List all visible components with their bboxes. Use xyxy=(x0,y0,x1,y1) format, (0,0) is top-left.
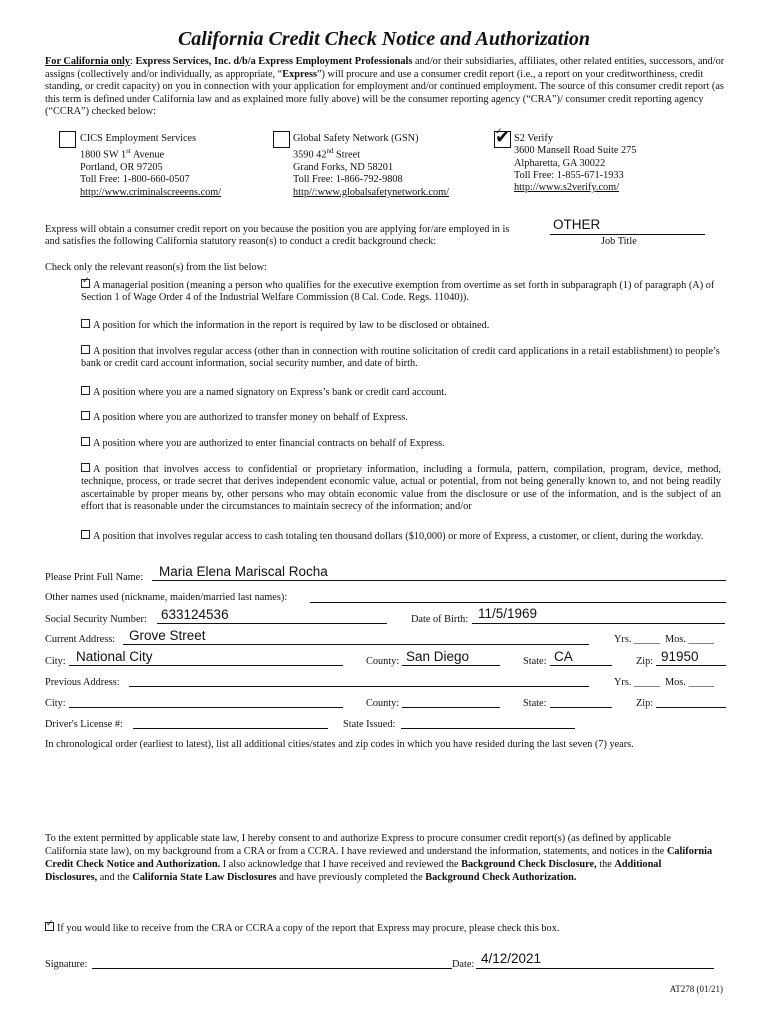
state-issued-field[interactable] xyxy=(401,728,575,729)
previous-address-field[interactable] xyxy=(129,686,589,687)
reason-text: A position that involves access to confidential or proprietary information, including a formula, pattern, compilation, program, device, method, technique, process, or trade secret that derives independent economic value, actual or potential, from not being generally known to, and not being readily ascertainable by proper means by, other persons who may obtain economic value from the disclosure or use of the information, and is the subject of an effort that is reasonable under the circumstances to maintain secrecy of the information; and/or xyxy=(81,464,721,512)
current-address-underline xyxy=(123,644,589,645)
previous-city-field[interactable] xyxy=(69,707,343,708)
checkbox-checked-icon[interactable] xyxy=(45,922,54,931)
city-underline xyxy=(69,665,343,666)
full-name-label: Please Print Full Name: xyxy=(45,572,144,583)
state-issued-label: State Issued: xyxy=(343,719,396,730)
page-title: California Credit Check Notice and Authorization xyxy=(177,28,591,50)
previous-county-label: County: xyxy=(366,698,400,709)
drivers-license-label: Driver's License #: xyxy=(45,719,123,730)
reason-named-signatory xyxy=(81,386,721,399)
reason-account-access xyxy=(81,345,721,371)
agency-checkbox-s2[interactable] xyxy=(494,127,514,153)
agency-phone: Toll Free: 1-866-792-9808 xyxy=(293,174,403,186)
county-label: County: xyxy=(366,656,400,667)
county-underline xyxy=(402,665,500,666)
agency-address-1: 3590 42nd Street xyxy=(293,147,361,161)
job-title-label: Job Title xyxy=(601,236,637,247)
checkbox-empty-icon[interactable] xyxy=(81,530,90,539)
signature-label: Signature: xyxy=(45,959,88,970)
agency-address-1: 1800 SW 1st Avenue xyxy=(80,147,165,161)
zip-label: Zip: xyxy=(636,656,654,667)
intro-company: Express Services, Inc. d/b/a Express Employment Professionals xyxy=(135,56,413,67)
dob-label: Date of Birth: xyxy=(411,614,469,625)
agency-phone: Toll Free: 1-800-660-0507 xyxy=(80,174,190,186)
agency-cics xyxy=(80,133,221,199)
dob-underline xyxy=(472,623,725,624)
ssn-field[interactable]: 633124536 xyxy=(161,607,229,622)
checkbox-empty-icon[interactable] xyxy=(273,131,290,148)
reason-managerial xyxy=(81,279,721,305)
reason-cash-access xyxy=(81,530,721,543)
consent-text: the xyxy=(596,859,615,870)
consent-text: and the xyxy=(97,872,133,883)
checkbox-empty-icon[interactable] xyxy=(81,345,90,354)
position-line-1: Express will obtain a consumer credit report on you because the position you are applying for/are employed in is xyxy=(45,224,510,235)
consent-text: I also acknowledge that I have received and reviewed the xyxy=(220,859,462,870)
checkbox-empty-icon[interactable] xyxy=(81,319,90,328)
intro-text-2: ”) will procure and use a consumer credit report (i.e., a report on your creditworthiness, credit standing, or credit capacity) on you in connection with your application for employment and/or continued employment. The source of this consumer credit report (as this term is defined under California law and as explained more fully above) will be the consumer reporting agency (“CRA”)/ consumer credit reporting agency (“CCRA”) checked below: xyxy=(45,68,724,118)
previous-state-field[interactable] xyxy=(550,707,612,708)
state-label: State: xyxy=(523,656,547,667)
date-label: Date: xyxy=(452,959,475,970)
agency-gsn xyxy=(293,133,449,199)
other-names-field[interactable] xyxy=(310,602,726,603)
checkbox-empty-icon[interactable] xyxy=(81,411,90,420)
full-name-underline xyxy=(152,580,726,581)
checkbox-empty-icon[interactable] xyxy=(81,437,90,446)
job-title-underline xyxy=(550,234,705,235)
consent-bold: Background Check Authorization. xyxy=(425,872,577,883)
county-field[interactable]: San Diego xyxy=(406,649,470,664)
previous-city-label: City: xyxy=(45,698,66,709)
agency-name: S2 Verify xyxy=(514,133,553,144)
signature-field[interactable] xyxy=(92,968,452,969)
reason-required-by-law xyxy=(81,319,721,332)
ssn-underline xyxy=(157,623,387,624)
copy-request-text: If you would like to receive from the CRA or CCRA a copy of the report that Express may procure, please check this box. xyxy=(57,923,560,934)
intro-lead: For California only xyxy=(45,56,131,67)
reason-text: A position where you are authorized to enter financial contracts on behalf of Express. xyxy=(93,438,445,449)
agency-link[interactable]: http://www.s2verify.com/ xyxy=(514,182,620,194)
checkbox-empty-icon[interactable] xyxy=(59,131,76,148)
consent-paragraph xyxy=(45,832,713,884)
previous-county-field[interactable] xyxy=(402,707,500,708)
checkbox-checked-icon[interactable]: ✔ ✓ xyxy=(494,131,511,148)
state-field[interactable]: CA xyxy=(554,649,573,664)
reason-text: A position that involves regular access (other than in connection with routine solicitation of credit card applications in a retail establishment) to people’s bank or credit card account information, social security number, and date of birth. xyxy=(81,346,720,370)
current-months-label[interactable]: Mos. _____ xyxy=(665,634,715,645)
city-field[interactable]: National City xyxy=(76,649,153,664)
job-title-field[interactable]: OTHER xyxy=(553,217,601,232)
agency-link[interactable]: http://www.criminalscreeens.com/ xyxy=(80,186,222,198)
agency-checkbox-gsn[interactable] xyxy=(273,131,293,153)
intro-express: Express xyxy=(282,68,317,80)
intro-paragraph: For California only: Express Services, Inc. d/b/a Express Employment Professionals and/or their subsidiaries, affiliates, other related entities, successors, and/or assigns (collectively and/or individually, as appropriate, “Express”) will procure and use a consumer credit report (i.e., a report on your creditworthiness, credit standing, or credit capacity) on you in connection with your application for employment and/or continued employment. The source of this consumer credit report (as this term is defined under California law and as explained more fully above) will be the consumer reporting agency (“CRA”)/ consumer credit reporting agency (“CCRA”) checked below: xyxy=(45,56,725,118)
copy-request xyxy=(45,922,725,935)
reasons-intro: Check only the relevant reason(s) from the list below: xyxy=(45,262,267,273)
reason-confidential-info xyxy=(81,463,721,513)
current-years-label[interactable]: Yrs. _____ xyxy=(614,634,660,645)
agency-address-2: Portland, OR 97205 xyxy=(80,162,163,174)
ssn-label: Social Security Number: xyxy=(45,614,147,625)
consent-bold: Background Check Disclosure, xyxy=(461,859,597,870)
agency-s2verify xyxy=(514,133,636,194)
previous-address-label: Previous Address: xyxy=(45,677,120,688)
reason-text: A position where you are a named signatory on Express’s bank or credit card account. xyxy=(93,387,447,398)
checkbox-checked-icon[interactable] xyxy=(81,279,90,288)
reason-text: A position for which the information in the report is required by law to be disclosed or obtained. xyxy=(93,320,490,331)
reason-financial-contracts xyxy=(81,437,721,450)
dob-field[interactable]: 11/5/1969 xyxy=(478,606,538,621)
residence-note: In chronological order (earliest to latest), list all additional cities/states and zip codes in which you have resided during the last seven (7) years. xyxy=(45,739,634,750)
full-name-field[interactable]: Maria Elena Mariscal Rocha xyxy=(159,564,328,579)
reason-text: A managerial position (meaning a person who qualifies for the executive exemption from overtime as set forth in subparagraph (1) of paragraph (A) of Section 1 of Wage Order 4 of the Industrial Welfare Commission (8 Cal. Code. Regs. 11040)). xyxy=(81,280,715,304)
drivers-license-field[interactable] xyxy=(133,728,328,729)
city-label: City: xyxy=(45,656,66,667)
agency-checkbox-cics[interactable] xyxy=(59,131,79,153)
date-underline xyxy=(476,968,714,969)
reason-text: A position that involves regular access to cash totaling ten thousand dollars ($10,000) or more of Express, a customer, or client, during the workday. xyxy=(93,531,704,542)
date-field[interactable]: 4/12/2021 xyxy=(481,951,542,966)
previous-years-label[interactable]: Yrs. _____ xyxy=(614,677,660,688)
consent-bold: California State Law Disclosures xyxy=(132,872,277,883)
state-underline xyxy=(550,665,612,666)
agency-address-2: Alpharetta, GA 30022 xyxy=(514,157,606,169)
agency-address-2: Grand Forks, ND 58201 xyxy=(293,162,394,174)
agency-phone: Toll Free: 1-855-671-1933 xyxy=(514,169,624,181)
previous-zip-label: Zip: xyxy=(636,698,654,709)
previous-state-label: State: xyxy=(523,698,547,709)
checkbox-empty-icon[interactable] xyxy=(81,386,90,395)
consent-text: and have previously completed the xyxy=(276,872,426,883)
reason-text: A position where you are authorized to transfer money on behalf of Express. xyxy=(93,412,408,423)
other-names-label: Other names used (nickname, maiden/married last names): xyxy=(45,592,288,603)
intro-text-1: and/or their subsidiaries, affiliates, other related entities, successors, and/or assigns (collectively and/or individually, as appropriate, “ xyxy=(45,56,725,80)
consent-text: To the extent permitted by applicable state law, I hereby consent to and authorize Express to procure consumer credit report(s) (as defined by applicable California state law), on my background from a CRA or from a CCRA. I have reviewed and understand the information, statements, and notices in the xyxy=(45,833,671,857)
agency-link[interactable]: http//:www.globalsafetynetwork.com/ xyxy=(293,186,450,198)
zip-underline xyxy=(656,665,726,666)
agency-name: CICS Employment Services xyxy=(80,133,197,144)
previous-zip-field[interactable] xyxy=(656,707,726,708)
previous-months-label[interactable]: Mos. _____ xyxy=(665,677,715,688)
consent-bold: California Credit Check Notice and Authorization. xyxy=(45,846,713,870)
consent-bold: Additional Disclosures, xyxy=(45,859,662,883)
position-line-2: and satisfies the following California statutory reason(s) to conduct a credit background check: xyxy=(45,236,437,247)
reason-transfer-money xyxy=(81,411,721,424)
zip-field[interactable]: 91950 xyxy=(661,649,699,664)
checkbox-empty-icon[interactable] xyxy=(81,463,90,472)
current-address-label: Current Address: xyxy=(45,634,116,645)
form-code: AT278 (01/21) xyxy=(669,984,723,994)
agency-name: Global Safety Network (GSN) xyxy=(293,133,419,144)
current-address-field[interactable]: Grove Street xyxy=(129,628,206,643)
agency-address-1: 3600 Mansell Road Suite 275 xyxy=(514,145,637,157)
